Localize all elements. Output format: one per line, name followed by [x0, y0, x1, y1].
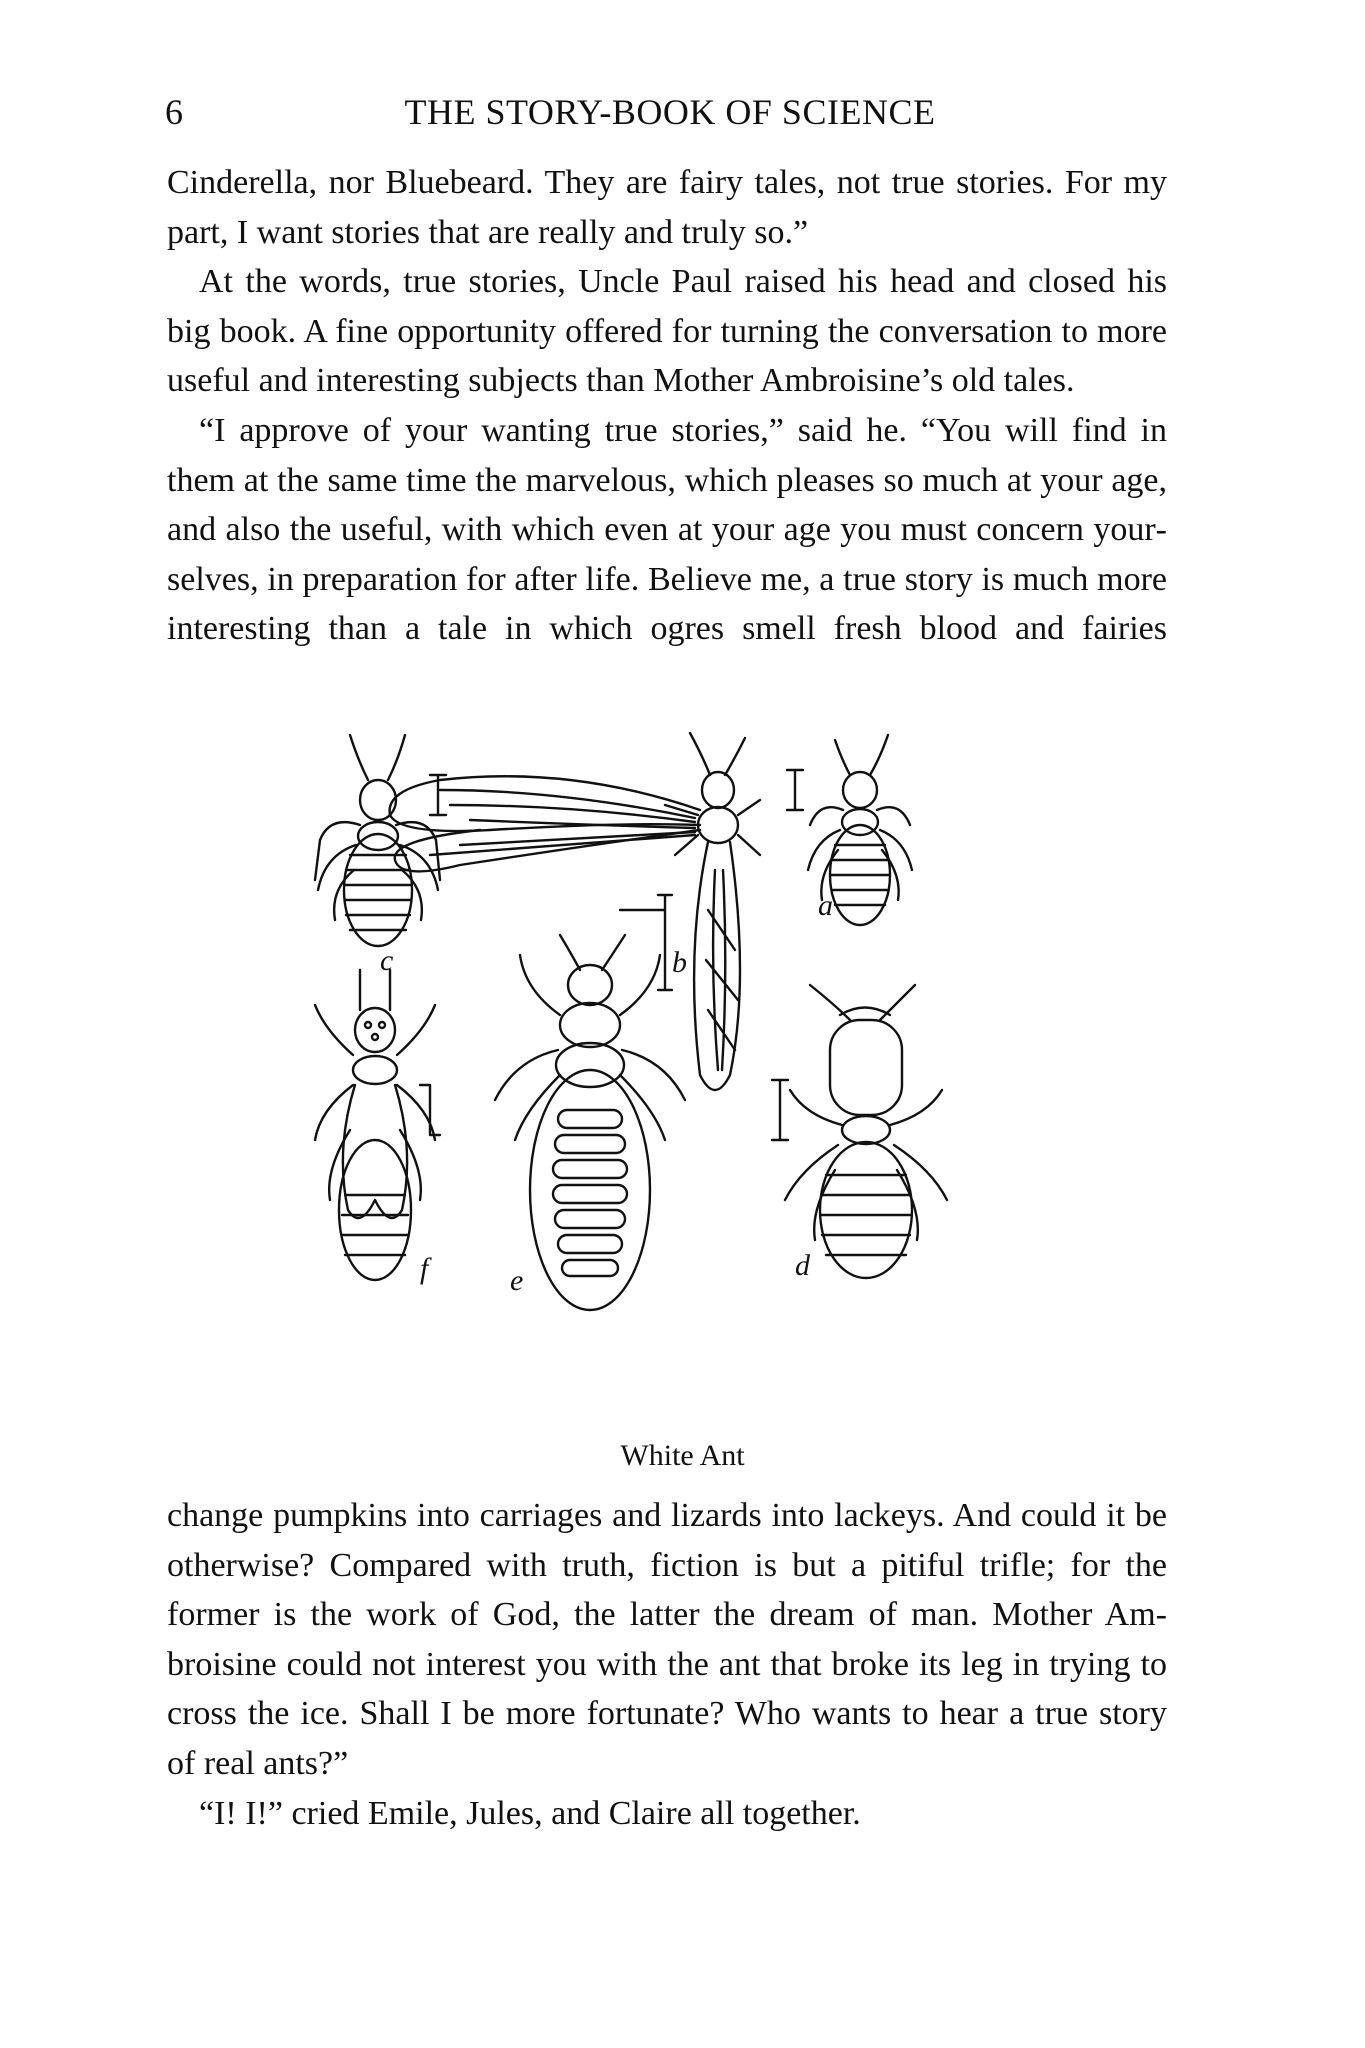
figure-letter-a: a: [818, 889, 833, 922]
illustration-svg: [290, 730, 1080, 1440]
figure-letter-c: c: [380, 944, 394, 977]
body-text-bottom: [167, 1491, 1167, 1838]
paragraph: change pumpkins into carriages and lizards into lackeys. And could it be otherwise? Compared with truth, fiction is but a pitiful trifle; for the former is the work of God, the latter the dream of man. Mother Ambroisine could not interest you with the ant that broke its leg in trying to cross the ice. Shall I be more fortunate? Who wants to hear a true story of real ants?”: [167, 1497, 1167, 1782]
figure-caption: White Ant: [620, 1439, 745, 1472]
ant-e: [495, 935, 685, 1310]
ant-d: [772, 985, 947, 1282]
paragraph: Cinderella, nor Bluebeard. They are fairy tales, not true stories. For my part, I want stories that are really and truly so.”: [167, 164, 1167, 251]
ant-f: [315, 944, 440, 1285]
figure-letter-e: e: [510, 1264, 524, 1297]
ant-a: [808, 735, 912, 925]
running-head: THE STORY-BOOK OF SCIENCE: [404, 92, 936, 132]
figure-letter-f: f: [420, 1252, 429, 1285]
ant-b: [390, 733, 803, 1090]
paragraph: “I! I!” cried Emile, Jules, and Claire all together.: [199, 1794, 861, 1832]
white-ant-illustration: [290, 730, 1080, 1440]
figure-letter-d: d: [795, 1249, 810, 1282]
paragraph: “I approve of your wanting true stories,” said he. “You will find in them at the same time the marvelous, which pleases so much at your age, and also the useful, with which even at your age you must concern yourselves, in preparation for after life. Believe me, a true story is much more interesting than a tale in which ogres smell fresh blood and fairies: [167, 411, 1167, 648]
figure-letter-b: b: [672, 946, 687, 979]
page-number: 6: [165, 92, 183, 132]
body-text-top: [167, 158, 1167, 654]
paragraph: At the words, true stories, Uncle Paul raised his head and closed his big book. A fine opportunity offered for turning the conversation to more useful and interesting subjects than Mother Ambroisine’s old tales.: [167, 263, 1167, 400]
ant-c: [315, 735, 446, 946]
